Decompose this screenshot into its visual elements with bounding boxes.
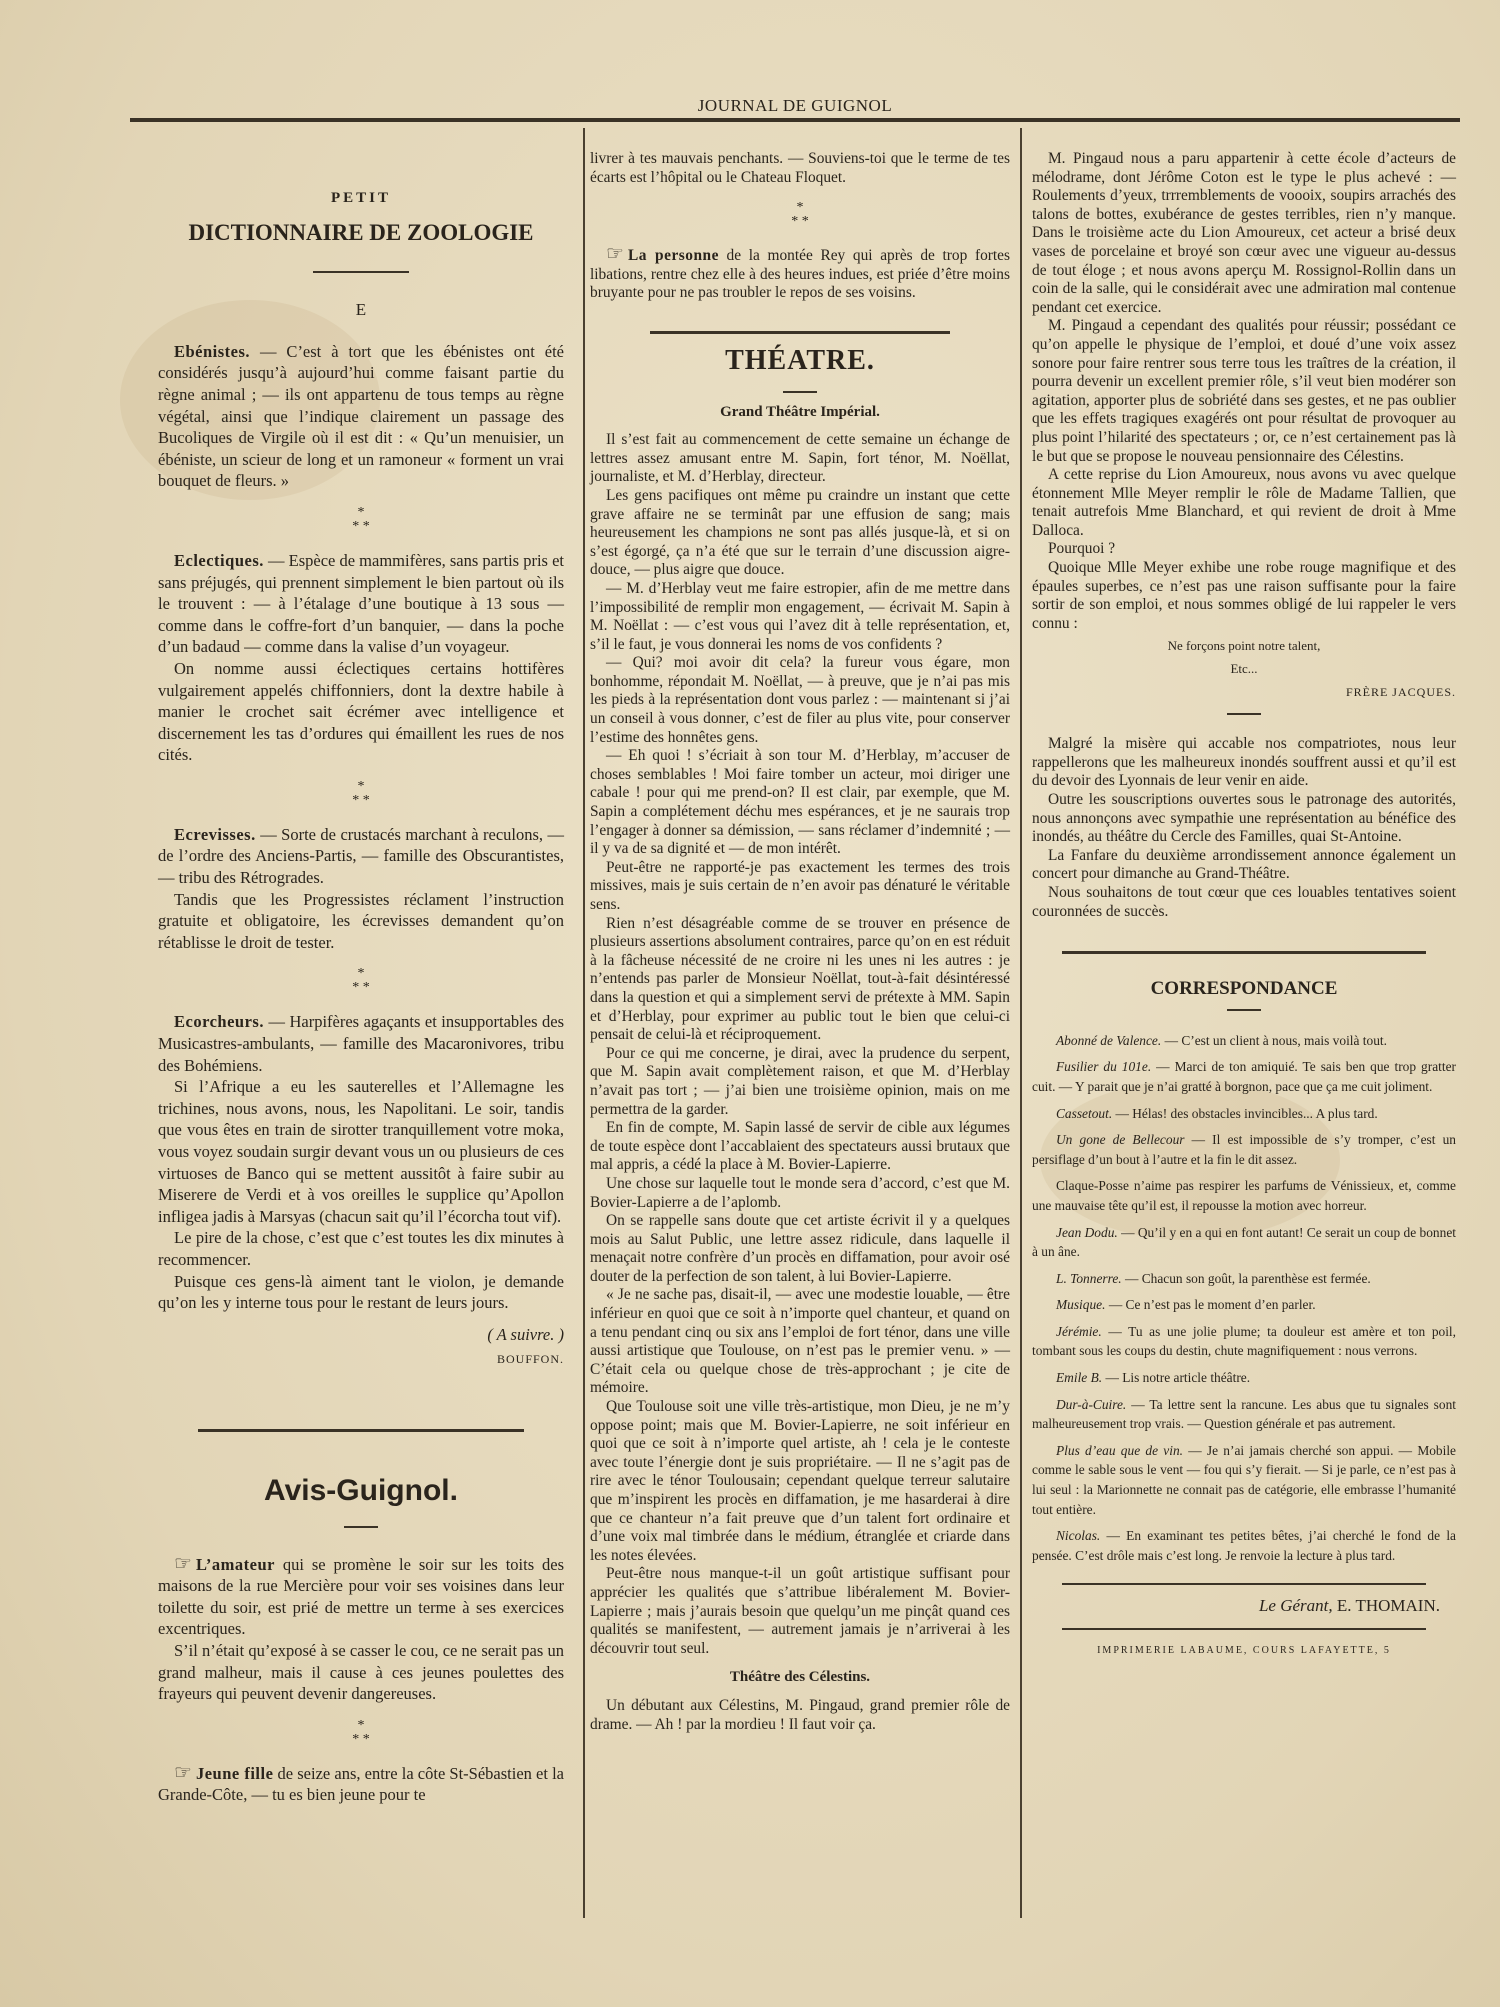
- paragraph: Nous souhaitons de tout cœur que ces louables tentatives soient couronnées de succès.: [1032, 883, 1456, 920]
- correspondence-reply: — Ce n’est pas le moment d’en parler.: [1105, 1297, 1316, 1313]
- pointing-hand-icon: ☞: [174, 1552, 192, 1575]
- correspondance-entry: [1032, 1130, 1456, 1169]
- section-title: DICTIONNAIRE DE ZOOLOGIE: [188, 219, 534, 245]
- paragraph: Il s’est fait au commencement de cette semaine un échange de lettres assez amusant entre M. Sapin, fort ténor, M. Noëllat, journaliste, et M. d’Herblay, directeur.: [590, 431, 1010, 486]
- correspondance-entry: [1032, 1295, 1456, 1315]
- paragraph: M. Pingaud nous a paru appartenir à cette école d’acteurs de mélodrame, dont Jérôme Coton est le type le plus achevé : — Roulements d’yeux, trrremblements de voooix, soupirs arrachés des talons de bottes, exubérance de gestes terribles, rien n’y manque. Dans le troisième acte du Lion Amoureux, cet acteur a brisé deux vases de porcelaine et broyé son cœur avec une vigueur au-dessus de tout éloge ; et nous avons aperçu M. Rossignol-Rollin dans un coin de la salle, qui le considérait avec une admiration mal contenue pendant cet exercice.: [1032, 150, 1456, 316]
- subheading: Théâtre des Célestins.: [729, 1669, 871, 1686]
- correspondance-entry: [1032, 1104, 1456, 1124]
- correspondent-name: Plus d’eau que de vin.: [1056, 1442, 1183, 1458]
- gerant-name: E. THOMAIN.: [1336, 1596, 1440, 1616]
- dictionary-letter: E: [355, 300, 367, 320]
- title-rule: [313, 271, 409, 273]
- paragraph: Malgré la misère qui accable nos compatriotes, nous leur rappellerons que les malheureux inondés souffrent aussi et qu’il est du devoir des Lyonnais de leur venir en aide.: [1032, 735, 1456, 790]
- column-1: [158, 150, 564, 1806]
- header-rule: [130, 118, 1460, 122]
- paragraph: — Eh quoi ! s’écriait à son tour M. d’Herblay, m’accuser de choses semblables ! Moi faire tomber un acteur, moi diriger une cabale ! pour qui me prend-on? Il est clair, par exemple, que M. Sapin a complétement déchu mes espérances, et je ne saurais trop l’engager à donner sa démission, — sans réclamer d’indemnité ; — il y va de sa dignité et — de mon intérêt.: [590, 747, 1010, 858]
- correspondence-reply: — Tu as une jolie plume; ta douleur est amère et ton poil, tombant sous les coups du destin, chute magnifiquement : nous verrons.: [1032, 1323, 1456, 1359]
- correspondance-entry: [1032, 1031, 1456, 1051]
- notice-personne: [590, 245, 1010, 303]
- entry-text: — C’est à tort que les ébénistes ont été considérés jusqu’à aujourd’hui comme faisant partie du règne animal ; — ils ont appartenu de tous temps au règne végétal, ainsi que l’indique clairement un passage des Bucoliques de Virgile où il est dit : « Qu’un menuisier, un ébéniste, un scieur de long et un ramoneur « forment un vrai bouquet de fleurs. »: [158, 341, 564, 491]
- correspondence-reply: — C’est un client à nous, mais voilà tout.: [1161, 1032, 1387, 1048]
- paragraph: Quoique Mlle Meyer exhibe une robe rouge magnifique et des épaules superbes, ce n’est pas une raison suffisante pour la faire sortir de son emploi, et nous sommes obligé de lui rappeler le vers connu :: [1032, 559, 1456, 632]
- column-3: [1032, 150, 1456, 1661]
- paragraph: On nomme aussi éclectiques certains hottifères vulgairement appelés chiffonniers, dont la dextre habile à manier le crochet sait écrémer avec intelligence et discernement les tas d’ordures qui émaillent les rues de nos cités.: [158, 658, 564, 765]
- correspondent-name: Emile B.: [1056, 1370, 1103, 1386]
- quoted-verse: Ne forçons point notre talent,: [1167, 638, 1321, 654]
- entry-text: — Sorte de crustacés marchant à reculons, — de l’ordre des Anciens-Partis, — famille des Obscurantistes, — tribu des Rétrogrades.: [158, 824, 564, 888]
- paragraph: Pourquoi ?: [1048, 540, 1116, 558]
- column-2: [590, 150, 1010, 1734]
- correspondance-entry: [1032, 1322, 1456, 1361]
- paragraph: A cette reprise du Lion Amoureux, nous avons vu avec quelque étonnement Mlle Meyer remplir le rôle de Madame Tallien, que tenait autrefois Mme Blanchard, et qui revient de droit à Mme Dalloca.: [1032, 466, 1456, 539]
- correspondent-name: Jean Dodu.: [1056, 1224, 1118, 1240]
- correspondence-reply: — Marci de ton amiquié. Te sais ben que trop gratter cuit. — Y parait que je n’ai gratté à borgnon, pace que ça me cuit joliment.: [1032, 1059, 1456, 1094]
- paragraph: Une chose sur laquelle tout le monde sera d’accord, c’est que M. Bovier-Lapierre a de l’aplomb.: [590, 1174, 1010, 1211]
- paragraph: En fin de compte, M. Sapin lassé de servir de cible aux légumes de toute espèce dont l’accablaient des spectateurs aussi brutaux que mal appris, a cédé la place à M. Bovier-Lapierre.: [590, 1119, 1010, 1174]
- correspondent-name: Nicolas.: [1056, 1528, 1101, 1544]
- notice-text: de seize ans, entre la côte St-Sébastien et la Grande-Côte, — tu es bien jeune pour te: [158, 1763, 564, 1805]
- paragraph: Outre les souscriptions ouvertes sous le patronage des autorités, nous annonçons avec sympathie une représentation au bénéfice des inondés, au théâtre du Cercle des Familles, quai St-Antoine.: [1032, 791, 1456, 846]
- paragraph: Tandis que les Progressistes réclament l’instruction gratuite et obligatoire, les écrevisses demandent qu’on rétablisse le droit de tester.: [158, 889, 564, 952]
- theatre-title: THÉATRE.: [725, 344, 875, 376]
- entry-text: — Harpifères agaçants et insupportables des Musicastres-ambulants, — famille des Macaronivores, tribu des Bohémiens.: [158, 1012, 564, 1075]
- entry-term: Ecorcheurs.: [174, 1012, 264, 1032]
- notice-text: qui se promène le soir sur les toits des maisons de la rue Mercière pour voir ses voisines dans leur toilette du soir, est prié de mettre un terme à ses exercices excentriques.: [158, 1554, 564, 1639]
- correspondence-reply: — Chacun son goût, la parenthèse est fermée.: [1121, 1270, 1371, 1286]
- correspondence-reply: — Qu’il y en a qui en font autant! Ce serait un coup de bonnet à un âne.: [1032, 1224, 1456, 1260]
- notice-text: de la montée Rey qui après de trop fortes libations, rentre chez elle à des heures indues, est priée d’être moins bruyante pour ne pas troubler le repos de ses voisins.: [590, 247, 1010, 302]
- correspondent-name: Dur-à-Cuire.: [1056, 1396, 1127, 1412]
- entry-term: Ebénistes.: [174, 341, 251, 361]
- pointing-hand-icon: ☞: [174, 1761, 192, 1784]
- pointing-hand-icon: ☞: [606, 243, 624, 266]
- entry-text: — Espèce de mammifères, sans partis pris et sans préjugés, qui prennent simplement le bien partout où ils le trouvent : — à l’étalage d’une boutique à 13 sous — comme dans le coffre-fort d’un banquier, — dans la poche d’un badaud — comme dans la valise d’un voyageur.: [158, 550, 564, 657]
- correspondence-reply: — Je n’ai jamais cherché son appui. — Mobile comme le sable sous le vent — fou qui s’y fierait. — Si je parle, ce n’est pas à lui seul : la Marionnette ne connait pas de catégorie, elle embrasse l’humanité tout entière.: [1032, 1442, 1456, 1517]
- title-rule: [783, 391, 817, 393]
- correspondance-entry: [1032, 1057, 1456, 1096]
- page-header: JOURNAL DE GUIGNOL: [697, 96, 893, 115]
- correspondent-name: Abonné de Valence.: [1056, 1032, 1162, 1048]
- asterism: * * *: [352, 1717, 370, 1747]
- section-rule: [650, 331, 950, 334]
- entry-ecrevisses: [158, 824, 564, 889]
- notice-jeune-fille: [158, 1763, 564, 1806]
- notice-amateur: [158, 1554, 564, 1640]
- avis-title: Avis-Guignol.: [264, 1473, 458, 1507]
- section-rule: [198, 1429, 524, 1432]
- column-divider: [1020, 128, 1022, 1918]
- paragraph: Que Toulouse soit une ville très-artistique, mon Dieu, je ne m’y oppose point; mais que M. Bovier-Lapierre, ne soit inférieur en quoi que ce soit à n’importe quel artiste, ah ! cela je le conteste avec toute l’énergie dont je suis propriétaire. — Il ne s’agit pas de rire avec le ténor Toulousain; cependant quelque terreur salutaire que m’inspirent les procès en diffamation, je me hasarderai à dire que ce chanteur n’a fait preuve que d’un talent fort ordinaire et d’une voix mal timbrée dans le médium, étranglée et criarde dans les notes élevées.: [590, 1398, 1010, 1564]
- paragraph: Les gens pacifiques ont même pu craindre un instant que cette grave affaire ne se terminât par une effusion de sang; mais heureusement les champions ne sont pas allés jusque-là, et si on s’est égorgé, ça n’a été que sur le terrain d’une discussion aigre-douce, — plus aigre que douce.: [590, 486, 1010, 579]
- notice-term: La personne: [627, 247, 719, 265]
- paragraph: « Je ne sache pas, disait-il, — avec une modestie louable, — être inférieur en quoi que ce soit à n’importe quel chanteur, et quand on a tenu pendant cinq ou six ans l’emploi de fort ténor, dans une ville aussi artistique que Toulouse, on n’est pas le premier venu. » — C’était cela ou quelque chose de très-approchant ; je cite de mémoire.: [590, 1286, 1010, 1397]
- paragraph: livrer à tes mauvais penchants. — Souviens-toi que le terme de tes écarts est l’hôpital ou le Chateau Floquet.: [590, 150, 1010, 186]
- paragraph: Le pire de la chose, c’est que c’est toutes les dix minutes à recommencer.: [158, 1228, 564, 1269]
- paragraph: Peut-être ne rapporté-je pas exactement les termes des trois missives, mais je suis certain de n’en avoir pas dénaturé le véritable sens.: [590, 858, 1010, 913]
- entry-eclectiques: [158, 550, 564, 658]
- correspondance-entry: [1032, 1368, 1456, 1388]
- correspondence-reply: — Hélas! des obstacles invincibles... A plus tard.: [1112, 1105, 1378, 1121]
- printer-imprint: IMPRIMERIE LABAUME, COURS LAFAYETTE, 5: [1097, 1645, 1391, 1656]
- to-be-continued: ( A suivre. ): [487, 1324, 564, 1344]
- entry-ecorcheurs: [158, 1011, 564, 1076]
- paragraph: On se rappelle sans doute que cet artiste écrivit il y a quelques mois au Salut Public, une lettre assez ridicule, dans laquelle il menaçait notre confrère d’un procès en diffamation, pour avoir osé douter de la perfection de son talent, à lui Bovier-Lapierre.: [590, 1212, 1010, 1285]
- correspondence-reply: — En examinant tes petites bêtes, j’ai cherché le fond de la pensée. C’est drôle mais c’est long. Je renvoie la lecture à plus tard.: [1032, 1528, 1456, 1563]
- section-rule: [1227, 713, 1261, 715]
- asterism: * * *: [352, 966, 370, 996]
- gerant-label: Le Gérant,: [1258, 1596, 1333, 1616]
- paragraph: Peut-être nous manque-t-il un goût artistique suffisant pour apprécier les qualités que s’attribue libéralement M. Bovier-Lapierre ; mais j’aurais besoin que quelqu’un me pinçât quand ces qualités se manifestent, — autrement jamais je n’arriverai à les découvrir tout seul.: [590, 1565, 1010, 1657]
- section-rule: [1062, 1628, 1426, 1630]
- correspondent-name: Un gone de Bellecour: [1056, 1132, 1185, 1148]
- column-divider: [583, 128, 585, 1918]
- section-rule: [1062, 1583, 1426, 1585]
- correspondance-list: [1032, 1031, 1456, 1566]
- paragraph: Si l’Afrique a eu les sauterelles et l’Allemagne les trichines, nous avons, nous, les Napolitani. Le soir, tandis que vous êtes en train de sirotter tranquillement votre moka, vous voyez soudain surgir devant vous un ou plusieurs de ces virtuoses de Banco qui se mettent aussitôt à faire subir au Miserere de Verdi et à vos oreilles le supplice qu’Apollon infligea jadis à Marsyas (chacun sait qu’il l’écorcha tout vif).: [158, 1077, 564, 1226]
- entry-term: Eclectiques.: [174, 550, 264, 570]
- paragraph: Pour ce qui me concerne, je dirai, avec la prudence du serpent, que M. Sapin avait complètement raison, et que M. d’Herblay n’avait pas tort ; — j’ai bien une troisième opinion, mais on me permettra de la garder.: [590, 1044, 1010, 1118]
- notice-term: Jeune fille: [195, 1763, 274, 1783]
- quoted-verse: Etc...: [1230, 661, 1258, 677]
- author-signature: FRÈRE JACQUES.: [1345, 684, 1456, 699]
- correspondent-name: Jérémie.: [1056, 1323, 1102, 1339]
- gerant-line: [1032, 1597, 1456, 1616]
- paragraph: La Fanfare du deuxième arrondissement annonce également un concert pour dimanche au Grand-Théâtre.: [1032, 846, 1456, 883]
- correspondent-name: Cassetout.: [1056, 1105, 1113, 1121]
- paragraph: Rien n’est désagréable comme de se trouver en présence de plusieurs assertions absolument contraires, parce qu’on en est réduit à la fâcheuse nécessité de ne croire ni les unes ni les autres : je n’entends pas parler de Monsieur Noëllat, tout-à-fait désintéressé dans la question et qui a simplement servi de prétexte à MM. Sapin et d’Herblay, pour exprimer au public tout le bien que celui-ci pensait de celui-là et réciproquement.: [590, 914, 1010, 1044]
- subheading: Grand Théâtre Impérial.: [720, 403, 880, 420]
- title-rule: [1227, 1009, 1261, 1011]
- asterism: * * *: [352, 778, 370, 808]
- correspondance-entry: [1032, 1223, 1456, 1262]
- correspondence-reply: Claque-Posse n’aime pas respirer les parfums de Vénissieux, et, comme une mauvaise tête qu’il est, il repousse la motion avec horreur.: [1032, 1178, 1456, 1213]
- section-kicker: PETIT: [330, 190, 391, 206]
- correspondence-reply: — Lis notre article théâtre.: [1102, 1370, 1251, 1386]
- paragraph: S’il n’était qu’exposé à se casser le cou, ce ne serait pas un grand malheur, mais il cause à ces jeunes poulettes des frayeurs qui peuvent devenir dangereuses.: [158, 1640, 564, 1704]
- entry-term: Ecrevisses.: [174, 824, 256, 844]
- correspondence-reply: — Il est impossible de s’y tromper, c’est un persiflage d’un bout à l’autre et la fin le dit assez.: [1032, 1132, 1456, 1167]
- notice-term: L’amateur: [195, 1554, 275, 1574]
- correspondance-entry: [1032, 1269, 1456, 1289]
- correspondance-entry: [1032, 1395, 1456, 1434]
- paragraph: M. Pingaud a cependant des qualités pour réussir; possédant ce qu’on appelle le physique de l’emploi, et doué d’une voix assez sonore pour faire rentrer sous terre tous les traîtres de la création, il pourra devenir un excellent premier rôle, s’il veut bien modérer son agitation, apporter plus de sobriété dans ses gestes, et ne pas oublier que les effets tragiques exagérés ont pour résultat de provoquer au plus point l’hilarité des spectateurs ; or, ce n’est certainement pas là le but que se propose le nouveau pensionnaire des Célestins.: [1032, 317, 1456, 465]
- correspondent-name: Fusilier du 101e.: [1056, 1059, 1152, 1075]
- correspondence-reply: — Ta lettre sent la rancune. Les abus que tu signales sont malheureusement trop vrais. — Question générale et pas autrement.: [1032, 1396, 1456, 1432]
- paragraph: — M. d’Herblay veut me faire estropier, afin de me mettre dans l’impossibilité de remplir mon engagement, — écrivait M. Sapin à M. Noëllat : — c’est vous qui l’avez dit à telle représentation, et, s’il le faut, je vous donnerai les noms de vos confidents ?: [590, 579, 1010, 653]
- correspondance-entry: [1032, 1526, 1456, 1565]
- asterism: * * *: [352, 504, 370, 534]
- section-rule: [1062, 951, 1426, 954]
- paragraph: Un débutant aux Célestins, M. Pingaud, grand premier rôle de drame. — Ah ! par la mordieu ! Il faut voir ça.: [590, 1696, 1010, 1733]
- paragraph: — Qui? moi avoir dit cela? la fureur vous égare, mon bonhomme, répondait M. Noëllat, — à preuve, que je n’ai pas mis les pieds à la représentation dont vous parlez : — maintenant si j’ai un conseil à vous donner, c’est de filer au plus vite, pour conserver l’estime des honnêtes gens.: [590, 654, 1010, 746]
- title-rule: [344, 1526, 378, 1528]
- correspondent-name: Musique.: [1056, 1297, 1106, 1313]
- paragraph: Puisque ces gens-là aiment tant le violon, je demande qu’on les y interne tous pour le restant de leurs jours.: [158, 1271, 564, 1313]
- correspondance-entry: [1032, 1441, 1456, 1519]
- correspondent-name: L. Tonnerre.: [1056, 1270, 1122, 1286]
- correspondance-entry: [1032, 1176, 1456, 1215]
- correspondance-title: CORRESPONDANCE: [1150, 978, 1338, 1000]
- asterism: * * *: [791, 200, 809, 230]
- entry-ebenistes: [158, 341, 564, 492]
- author-signature: BOUFFON.: [496, 1352, 564, 1367]
